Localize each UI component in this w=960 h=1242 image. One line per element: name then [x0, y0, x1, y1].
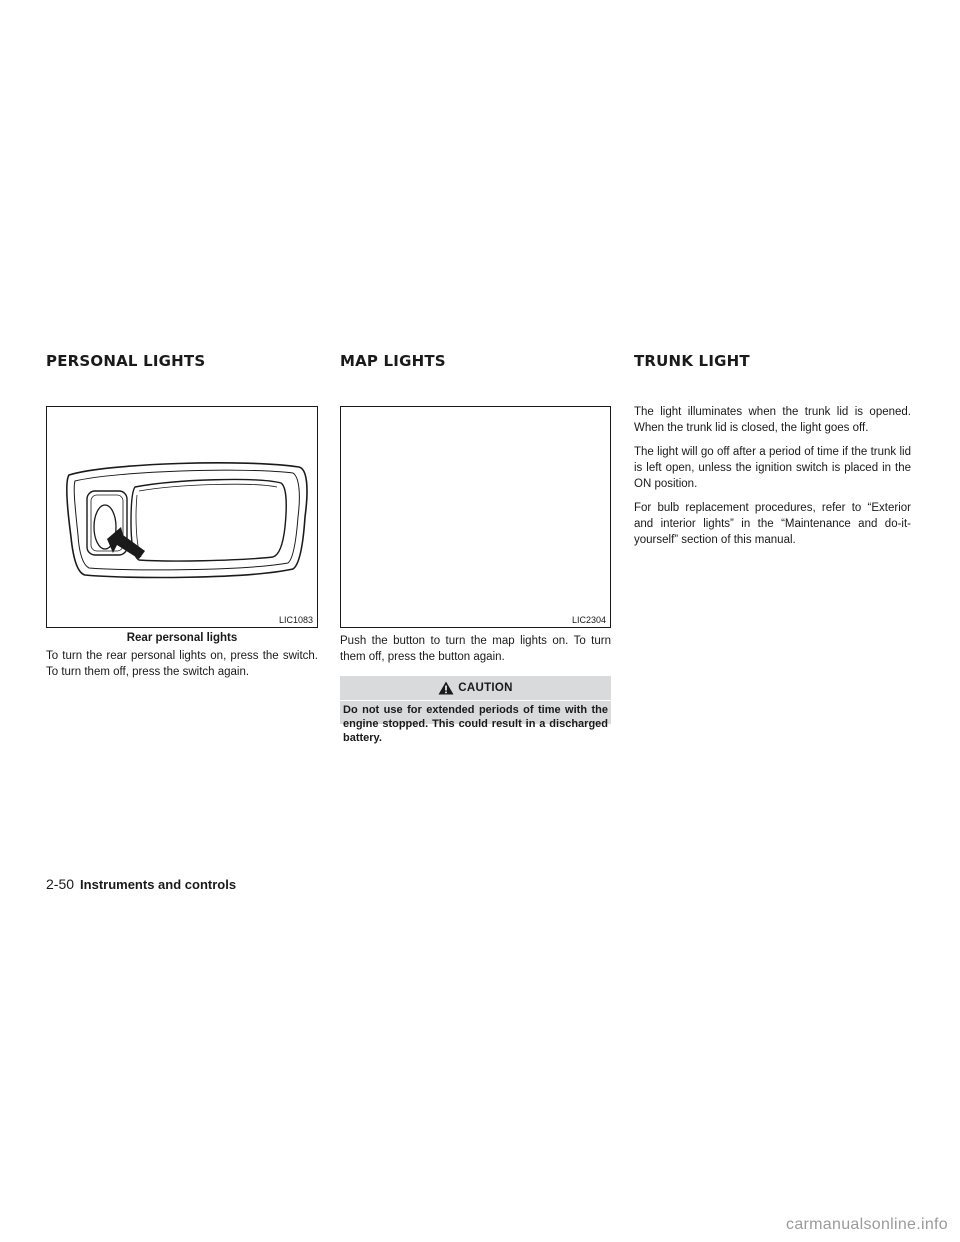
page-footer [46, 876, 236, 892]
caution-header [340, 676, 611, 701]
figure-caption: Rear personal lights [126, 632, 238, 644]
watermark: carmanualsonline.info [786, 1216, 948, 1233]
trunk-light-text-2: The light will go off after a period of time if the trunk lid is left open, unless the ignition switch is placed in the ON position. [634, 446, 911, 490]
figure-rear-personal-lights [46, 406, 318, 628]
page-number: 2-50 [46, 876, 75, 892]
lens-outline [131, 480, 286, 561]
caution-label: CAUTION [458, 682, 513, 694]
caution-text: Do not use for extended periods of time with the engine stopped. This could result in a discharged battery. [343, 704, 608, 744]
map-lights-text: Push the button to turn the map lights on. To turn them off, press the button again. [340, 635, 611, 663]
figure-code: LIC1083 [278, 615, 313, 625]
heading-personal-lights: PERSONAL LIGHTS [46, 352, 206, 370]
caution-box [340, 676, 611, 744]
figure-map-lights [340, 406, 611, 628]
footer-section-title: Instruments and controls [80, 877, 237, 892]
lens-inner-outline [139, 484, 277, 491]
figure-code: LIC2304 [571, 615, 606, 625]
heading-trunk-light: TRUNK LIGHT [634, 352, 750, 370]
heading-map-lights: MAP LIGHTS [340, 352, 446, 370]
press-arrow-icon [107, 527, 145, 559]
personal-lights-text: To turn the rear personal lights on, press the switch. To turn them off, press the switch again. [46, 650, 318, 678]
trunk-light-text-1: The light illuminates when the trunk lid is opened. When the trunk lid is closed, the light goes off. [634, 406, 911, 434]
warning-triangle-icon [438, 681, 454, 695]
trunk-light-text-3: For bulb replacement procedures, refer to “Exterior and interior lights” in the “Maintenance and do-it-yourself” section of this manual. [634, 502, 911, 546]
rear-personal-light-illustration [47, 407, 317, 627]
